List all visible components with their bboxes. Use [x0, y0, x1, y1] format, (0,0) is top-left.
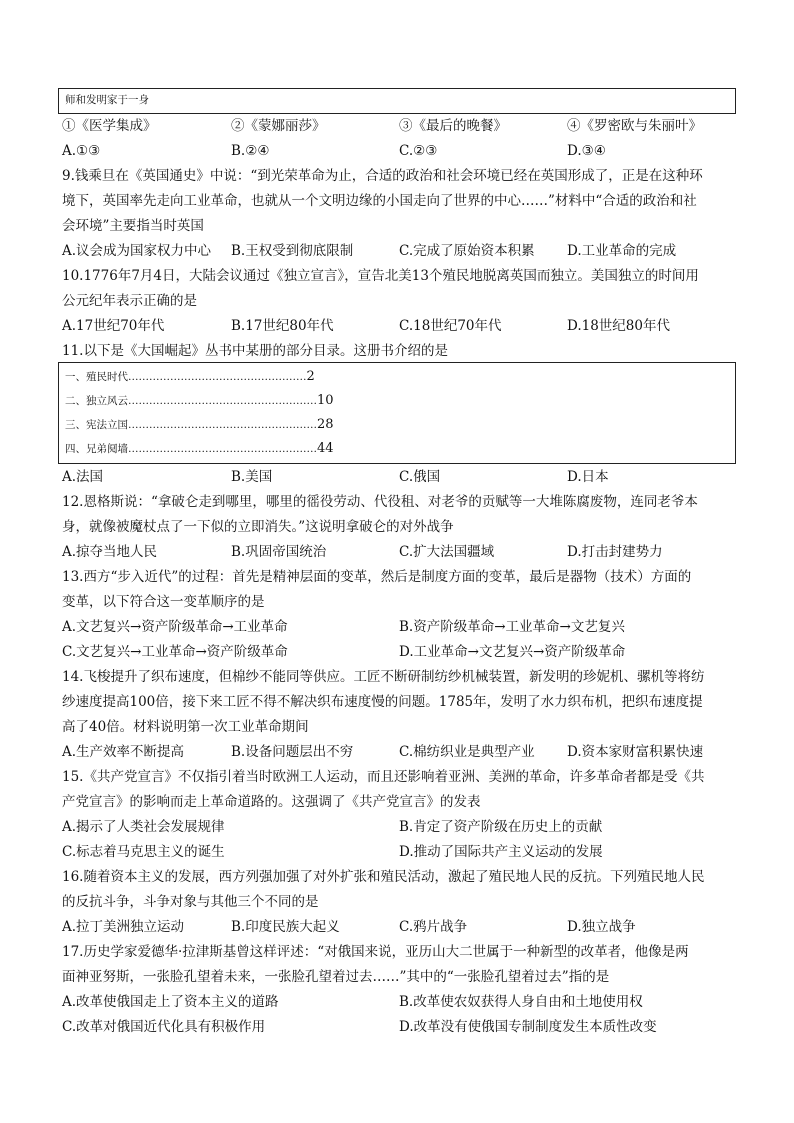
q13-stem-line-1: 13.西方“步入近代”的过程：首先是精神层面的变革，然后是制度方面的变革，最后是器物（技术）方面的	[62, 569, 692, 585]
q9-stem-line-2: 境下，英国率先走向工业革命，也就从一个文明边缘的小国走向了世界的中心……”材料中“合适的政治和社	[62, 193, 697, 209]
toc-title: 三、宪法立国………………………………………………	[65, 419, 317, 431]
q16-stem-line-1: 16.随着资本主义的发展，西方列强加强了对外扩张和殖民活动，激起了殖民地人民的反抗。下列殖民地人民	[62, 869, 705, 885]
q10-answer-a: A.17世纪70年代	[62, 318, 165, 334]
q12-answer-b: B.巩固帝国统治	[231, 544, 327, 560]
q9-answer-c: C.完成了原始资本积累	[399, 243, 535, 259]
q8-answer-a: A.①③	[62, 143, 101, 159]
toc-title: 二、独立风云………………………………………………	[65, 395, 317, 407]
q13-answer-b: B.资产阶级革命→工业革命→文艺复兴	[399, 619, 625, 635]
q13-stem-line-2: 变革，以下符合这一变革顺序的是	[62, 594, 265, 610]
q16-answer-a: A.拉丁美洲独立运动	[62, 919, 185, 935]
toc-row-1	[65, 369, 315, 384]
q17-stem-line-1: 17.历史学家爱德华·拉津斯基曾这样评述：“对俄国来说，亚历山大二世属于一种新型的改革者，他像是两	[62, 944, 689, 960]
q9-answer-b: B.王权受到彻底限制	[231, 243, 354, 259]
q12-answer-d: D.打击封建势力	[567, 544, 663, 560]
q9-answer-a: A.议会成为国家权力中心	[62, 243, 212, 259]
q13-answer-d: D.工业革命→文艺复兴→资产阶级革命	[399, 644, 626, 660]
q8-context-box	[58, 88, 736, 114]
q11-answer-d: D.日本	[567, 469, 609, 485]
q14-answer-b: B.设备问题层出不穷	[231, 744, 354, 760]
toc-row-2	[65, 393, 334, 408]
toc-page: 2	[306, 369, 315, 384]
q14-answer-c: C.棉纺织业是典型产业	[399, 744, 535, 760]
q14-answer-a: A.生产效率不断提高	[62, 744, 185, 760]
q9-answer-d: D.工业革命的完成	[567, 243, 677, 259]
q15-stem-line-2: 产党宣言》的影响而走上革命道路的。这强调了《共产党宣言》的发表	[62, 794, 481, 810]
q14-stem-line-1: 14.飞梭提升了织布速度，但棉纱不能同等供应。工匠不断研制纺纱机械装置，新发明的珍妮机、骡机等将纺	[62, 669, 705, 685]
q10-answer-b: B.17世纪80年代	[231, 318, 334, 334]
q8-item-4: ④《罗密欧与朱丽叶》	[567, 118, 702, 134]
q17-stem-line-2: 面神亚努斯，一张脸孔望着未来，一张脸孔望着过去……”其中的“一张脸孔望着过去”指的是	[62, 969, 610, 985]
q11-answer-a: A.法国	[62, 469, 104, 485]
q8-item-3: ③《最后的晚餐》	[399, 118, 507, 134]
q15-answer-c: C.标志着马克思主义的诞生	[62, 844, 225, 860]
q11-toc-box	[58, 362, 736, 464]
q17-answer-d: D.改革没有使俄国专制制度发生本质性改变	[399, 1019, 657, 1035]
q8-answer-c: C.②③	[399, 143, 438, 159]
q8-item-1: ①《医学集成》	[62, 118, 157, 134]
q15-answer-b: B.肯定了资产阶级在历史上的贡献	[399, 819, 603, 835]
q13-answer-a: A.文艺复兴→资产阶级革命→工业革命	[62, 619, 288, 635]
toc-title: 四、兄弟阋墙………………………………………………	[65, 443, 317, 455]
q15-answer-a: A.揭示了人类社会发展规律	[62, 819, 225, 835]
q11-answer-b: B.美国	[231, 469, 273, 485]
q10-answer-d: D.18世纪80年代	[567, 318, 670, 334]
q11-answer-c: C.俄国	[399, 469, 441, 485]
q9-stem-line-1: 9.钱乘旦在《英国通史》中说：“到光荣革命为止，合适的政治和社会环境已经在英国形成了，正是在这种环	[62, 168, 703, 184]
q8-answer-b: B.②④	[231, 143, 270, 159]
q17-answer-b: B.改革使农奴获得人身自由和土地使用权	[399, 994, 643, 1010]
q16-stem-line-2: 的反抗斗争，斗争对象与其他三个不同的是	[62, 894, 319, 910]
q16-answer-b: B.印度民族大起义	[231, 919, 340, 935]
q13-answer-c: C.文艺复兴→工业革命→资产阶级革命	[62, 644, 288, 660]
q8-item-2: ②《蒙娜丽莎》	[231, 118, 326, 134]
q15-answer-d: D.推动了国际共产主义运动的发展	[399, 844, 603, 860]
q17-answer-a: A.改革使俄国走上了资本主义的道路	[62, 994, 279, 1010]
q16-answer-d: D.独立战争	[567, 919, 636, 935]
q16-answer-c: C.鸦片战争	[399, 919, 468, 935]
toc-row-3	[65, 417, 334, 432]
q11-stem: 11.以下是《大国崛起》丛书中某册的部分目录。这册书介绍的是	[62, 343, 448, 359]
toc-row-4	[65, 441, 334, 456]
q14-stem-line-3: 高了40倍。材料说明第一次工业革命期间	[62, 719, 309, 735]
q12-stem-line-2: 身，就像被魔杖点了一下似的立即消失。”这说明拿破仑的对外战争	[62, 519, 454, 535]
q14-answer-d: D.资本家财富积累快速	[567, 744, 704, 760]
q10-answer-c: C.18世纪70年代	[399, 318, 502, 334]
toc-title: 一、殖民时代……………………………………………	[65, 371, 307, 383]
q10-stem-line-2: 公元纪年表示正确的是	[62, 293, 197, 309]
q12-answer-c: C.扩大法国疆域	[399, 544, 495, 560]
q8-box-text: 师和发明家于一身	[65, 94, 149, 106]
q10-stem-line-1: 10.1776年7月4日，大陆会议通过《独立宣言》，宣告北美13个殖民地脱离英国而独立。美国独立的时间用	[62, 268, 699, 284]
q17-answer-c: C.改革对俄国近代化具有积极作用	[62, 1019, 266, 1035]
toc-page: 10	[317, 393, 334, 408]
toc-page: 28	[317, 417, 334, 432]
q12-answer-a: A.掠夺当地人民	[62, 544, 158, 560]
q12-stem-line-1: 12.恩格斯说：“拿破仑走到哪里，哪里的徭役劳动、代役租、对老爷的贡赋等一大堆陈腐废物，连同老爷本	[62, 494, 698, 510]
q14-stem-line-2: 纱速度提高100倍，接下来工匠不得不解决织布速度慢的问题。1785年，发明了水力织布机，把织布速度提	[62, 694, 703, 710]
toc-page: 44	[317, 441, 334, 456]
q8-answer-d: D.③④	[567, 143, 606, 159]
q15-stem-line-1: 15.《共产党宣言》不仅指引着当时欧洲工人运动，而且还影响着亚洲、美洲的革命，许多革命者都是受《共	[62, 769, 705, 785]
q9-stem-line-3: 会环境”主要指当时英国	[62, 218, 204, 234]
